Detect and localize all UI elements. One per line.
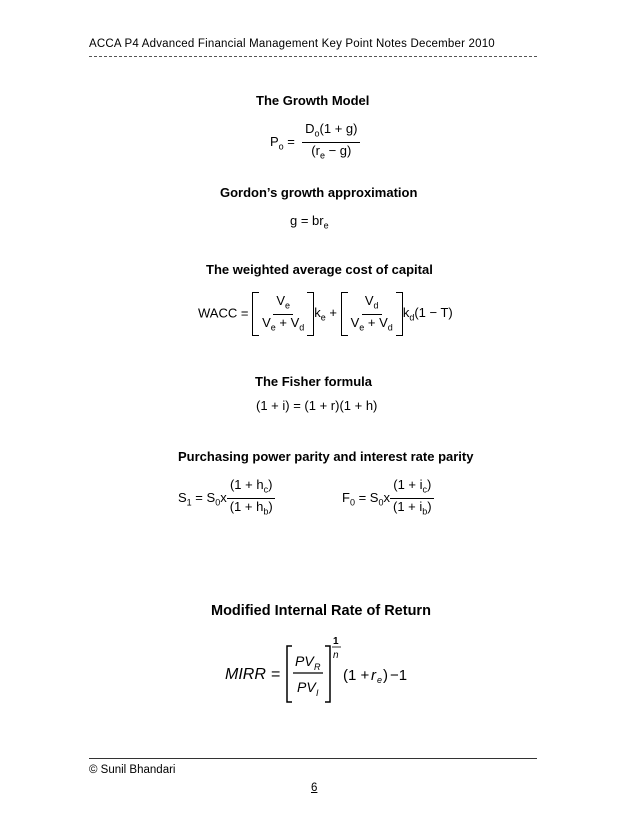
svg-text:I: I: [316, 688, 319, 698]
growth-model-formula: $P_o$ = $\frac{D_o(1 + g)}{(r_e - g)}$: [270, 121, 360, 163]
gordon-title: Gordon’s growth approximation: [220, 185, 418, 200]
footer-divider: [89, 758, 537, 759]
svg-text:r: r: [371, 667, 376, 684]
svg-text:1: 1: [333, 636, 339, 647]
fisher-title: The Fisher formula: [255, 374, 373, 389]
mirr-formula: [225, 632, 408, 712]
ppp-formula: $S_1 = S_0x$ $\frac{(1 + h_c)}{(1 + h_b)}$: [178, 477, 276, 519]
wacc-title: The weighted average cost of capital: [206, 262, 433, 277]
footer-author: © Sunil Bhandari: [89, 764, 176, 776]
irp-formula: $F_0 = S_0x$ $\frac{(1 + i_c)}{(1 + i_b)}$: [342, 477, 435, 519]
svg-text:=: =: [271, 666, 281, 683]
fisher-formula: (1 + i) = (1 + r)(1 + h): [256, 398, 378, 413]
page-number: 6: [311, 782, 318, 794]
svg-text:PV: PV: [297, 679, 316, 695]
svg-text:−1: −1: [390, 667, 408, 684]
svg-text:MIRR: MIRR: [225, 666, 266, 683]
parity-title: Purchasing power parity and interest rate parity: [178, 449, 474, 464]
svg-text:n: n: [333, 650, 339, 661]
svg-text:e: e: [377, 675, 383, 685]
svg-text:PV: PV: [295, 653, 314, 669]
svg-text:): ): [383, 667, 388, 684]
gordon-formula: $g = br_e$: [290, 213, 329, 231]
document-header: ACCA P4 Advanced Financial Management Key Point Notes December 2010: [89, 38, 495, 50]
header-divider: [89, 56, 537, 57]
svg-text:R: R: [314, 662, 321, 672]
wacc-formula: WACC = $\frac{V_e}{V_e + V_d}$ $k_e$ + $\frac{V_d}{V_e + V_d}$ $k_d(1 - T)$: [198, 292, 453, 336]
svg-text:(1 +: (1 +: [343, 667, 370, 684]
growth-model-title: The Growth Model: [256, 93, 370, 108]
mirr-title: Modified Internal Rate of Return: [211, 603, 431, 619]
